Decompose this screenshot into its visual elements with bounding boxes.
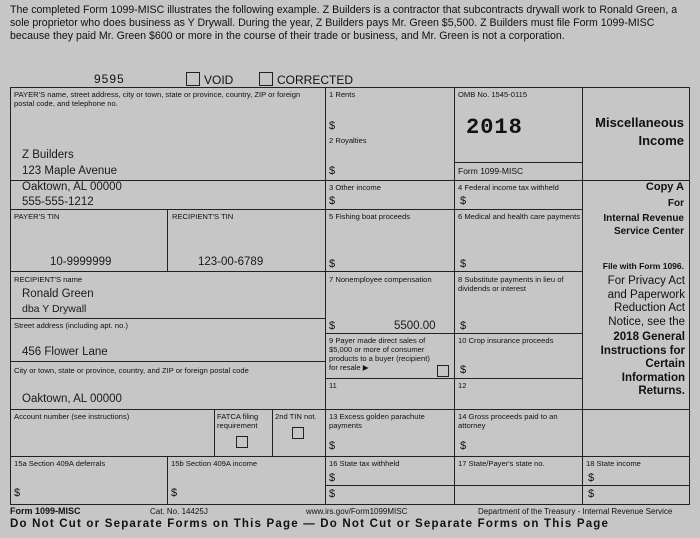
omb-number: OMB No. 1545-0115 xyxy=(458,90,528,99)
box-9-checkbox[interactable] xyxy=(437,365,449,377)
box-4-label: 4 Federal income tax withheld xyxy=(458,183,559,192)
box-17-label: 17 State/Payer's state no. xyxy=(458,459,545,468)
payer-tin[interactable]: 10-9999999 xyxy=(50,256,112,268)
box-1-label: 1 Rents xyxy=(329,90,356,99)
box-15a-label: 15a Section 409A deferrals xyxy=(14,459,106,468)
intro-text: The completed Form 1099-MISC illustrates the following example. Z Builders is a contractor that subcontracts drywall work to Ronald Green, a sole proprietor who does business as Y Drywall. During the year, Z Builders pays Mr. Green $5,500. Z Builders must file Form 1099-MISC because they paid Mr. Green $600 or more in the course of their trade or business, and Mr. Green is not a corporation. xyxy=(10,4,678,42)
tax-year: 2018 xyxy=(466,115,523,140)
footer-url[interactable]: www.irs.gov/Form1099MISC xyxy=(306,507,408,516)
footer-cat: Cat. No. 14425J xyxy=(150,507,208,516)
box-6-label: 6 Medical and health care payments xyxy=(458,212,580,221)
payer-name[interactable]: Z Builders xyxy=(22,149,74,161)
copy-a: Copy A xyxy=(645,181,684,193)
box-2-dollar: $ xyxy=(329,165,336,177)
form-code: 9595 xyxy=(94,72,125,86)
box-14-label: 14 Gross proceeds paid to an attorney xyxy=(458,412,558,430)
void-checkbox[interactable] xyxy=(186,72,200,86)
box-13-dollar: $ xyxy=(329,440,336,452)
box-8-dollar: $ xyxy=(460,320,467,332)
box-16-dollar-2: $ xyxy=(329,488,336,500)
box-6-dollar: $ xyxy=(460,258,467,270)
void-control[interactable] xyxy=(186,72,233,87)
box-3-label: 3 Other income xyxy=(329,183,381,192)
box-13-label: 13 Excess golden parachute payments xyxy=(329,412,425,430)
account-label: Account number (see instructions) xyxy=(14,412,130,421)
box-18-label: 18 State income xyxy=(586,459,641,468)
box-7-label: 7 Nonemployee compensation xyxy=(329,275,432,284)
box-8-label: 8 Substitute payments in lieu of dividends or interest xyxy=(458,275,564,293)
box-1-dollar: $ xyxy=(329,120,336,132)
general-instructions: 2018 General Instructions for Certain Information Returns. xyxy=(600,331,685,397)
box-11-label: 11 xyxy=(329,381,337,390)
box-15b-label: 15b Section 409A income xyxy=(171,459,258,468)
payer-city[interactable]: Oaktown, AL 00000 xyxy=(22,181,122,193)
footer-warning: Do Not Cut or Separate Forms on This Page — Do Not Cut or Separate Forms on This Page xyxy=(10,518,610,530)
payer-info-label: PAYER'S name, street address, city or town, state or province, country, ZIP or foreign postal code, and telephone no. xyxy=(14,90,301,108)
recipient-city-label: City or town, state or province, country, and ZIP or foreign postal code xyxy=(14,366,249,375)
box-2-label: 2 Royalties xyxy=(329,136,367,145)
box-10-dollar: $ xyxy=(460,364,467,376)
for-label: For xyxy=(667,198,684,209)
fatca-checkbox[interactable] xyxy=(236,436,248,448)
footer-form: Form 1099-MISC xyxy=(10,506,81,516)
box-7-dollar: $ xyxy=(329,320,336,332)
privacy-notice: For Privacy Act and Paperwork Reduction Act Notice, see the xyxy=(607,275,685,328)
recipient-name-label: RECIPIENT'S name xyxy=(14,275,83,284)
box-7-value[interactable]: 5500.00 xyxy=(394,320,436,332)
recipient-dba[interactable]: dba Y Drywall xyxy=(22,303,87,315)
box-5-dollar: $ xyxy=(329,258,336,270)
recipient-street[interactable]: 456 Flower Lane xyxy=(22,346,108,358)
file-with: File with Form 1096. xyxy=(602,261,684,271)
box-15b-dollar: $ xyxy=(171,487,178,499)
second-tin-checkbox[interactable] xyxy=(292,427,304,439)
box-5-label: 5 Fishing boat proceeds xyxy=(329,212,411,221)
box-16-dollar-1: $ xyxy=(329,472,336,484)
box-15a-dollar: $ xyxy=(14,487,21,499)
box-14-dollar: $ xyxy=(460,440,467,452)
box-10-label: 10 Crop insurance proceeds xyxy=(458,336,554,345)
payer-phone[interactable]: 555-555-1212 xyxy=(22,196,94,208)
form-title xyxy=(586,114,684,150)
recipient-tin-label: RECIPIENT'S TIN xyxy=(172,212,234,221)
second-tin-label: 2nd TIN not. xyxy=(275,412,317,421)
irs-center: Internal Revenue Service Center xyxy=(603,213,684,237)
title-line-2: Income xyxy=(638,133,684,148)
box-4-dollar: $ xyxy=(460,195,467,207)
box-18-dollar-2: $ xyxy=(588,488,595,500)
payer-tin-label: PAYER'S TIN xyxy=(14,212,60,221)
box-12-label: 12 xyxy=(458,381,467,390)
box-16-label: 16 State tax withheld xyxy=(329,459,400,468)
box-9-label: 9 Payer made direct sales of $5,000 or more of consumer products to a buyer (recipient) for resale ▶ xyxy=(329,336,430,372)
box-18-dollar-1: $ xyxy=(588,472,595,484)
void-label: VOID xyxy=(204,73,234,87)
recipient-city[interactable]: Oaktown, AL 00000 xyxy=(22,393,122,405)
fatca-label: FATCA filing requirement xyxy=(217,412,259,430)
form-name-label: Form 1099-MISC xyxy=(458,166,524,176)
payer-street[interactable]: 123 Maple Avenue xyxy=(22,165,118,177)
recipient-street-label: Street address (including apt. no.) xyxy=(14,321,128,330)
title-line-1: Miscellaneous xyxy=(595,115,684,130)
box-3-dollar: $ xyxy=(329,195,336,207)
footer-dept: Department of the Treasury - Internal Revenue Service xyxy=(478,507,673,516)
corrected-control[interactable] xyxy=(259,72,353,87)
recipient-tin[interactable]: 123-00-6789 xyxy=(198,256,264,268)
corrected-label: CORRECTED xyxy=(277,73,354,87)
recipient-name[interactable]: Ronald Green xyxy=(22,288,94,300)
corrected-checkbox[interactable] xyxy=(259,72,273,86)
